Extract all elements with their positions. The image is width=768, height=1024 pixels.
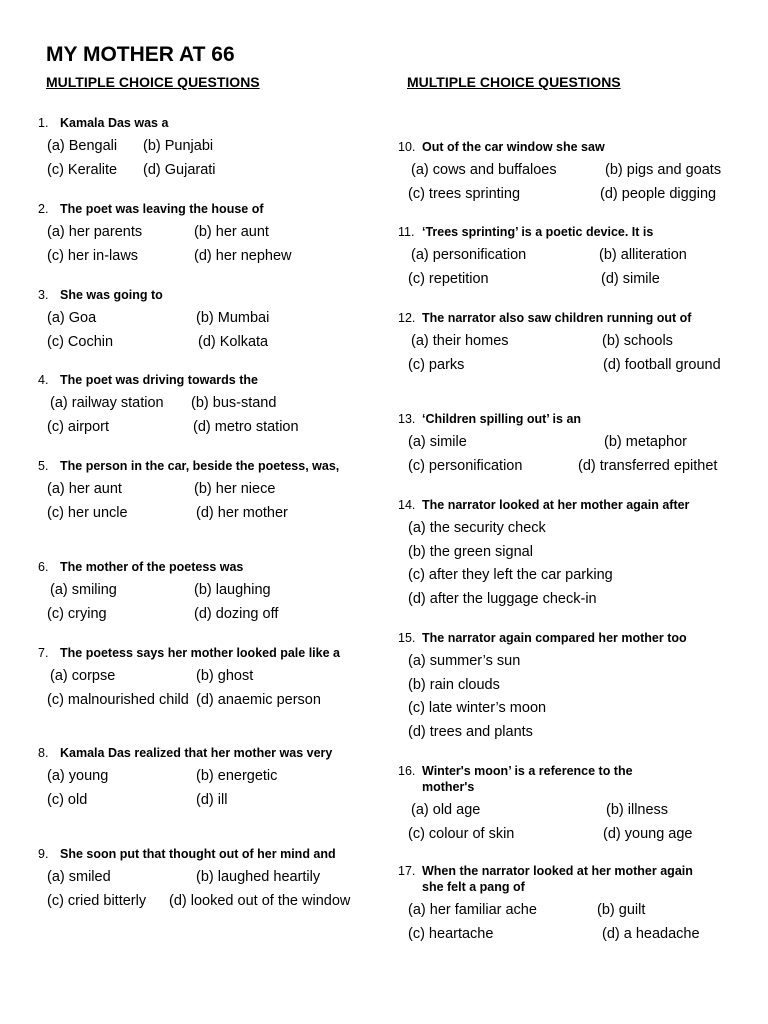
option-c: (c) trees sprinting [408, 185, 521, 202]
question-8 [38, 745, 347, 812]
option-d: (d) her nephew [194, 247, 292, 264]
question-text: Kamala Das realized that her mother was very [60, 746, 333, 760]
option-a: (a) Bengali [47, 138, 118, 154]
option-d: (d) transferred epithet [578, 457, 718, 474]
question-number: 14. [398, 498, 416, 512]
option-b: (b) her aunt [194, 224, 269, 240]
question-number: 9. [38, 847, 49, 861]
option-a: (a) old age [411, 802, 481, 818]
question-number: 3. [38, 288, 49, 302]
question-number: 4. [38, 373, 49, 387]
question-6 [38, 559, 348, 626]
question-number: 11. [398, 225, 415, 239]
option-d: (d) simile [601, 270, 660, 287]
option-a: (a) her parents [47, 224, 143, 240]
option-c: (c) Keralite [47, 161, 118, 178]
option-c: (c) crying [47, 605, 107, 622]
question-text: Winter's moon’ is a reference to the mother's [422, 764, 633, 794]
option-b: (b) energetic [196, 768, 278, 784]
question-number: 5. [38, 459, 49, 473]
option-a: (a) simile [408, 434, 467, 450]
question-number: 1. [38, 116, 49, 130]
question-number: 12. [398, 311, 416, 325]
question-text: ‘Trees sprinting’ is a poetic device. It is [422, 225, 654, 239]
question-number: 6. [38, 560, 49, 574]
question-text: When the narrator looked at her mother again she felt a pang of [422, 864, 693, 894]
option-d: (d) metro station [193, 418, 299, 435]
option-b: (b) schools [602, 333, 673, 349]
option-a: (a) Goa [47, 310, 97, 326]
question-text: The narrator again compared her mother too [422, 631, 687, 645]
option-d: (d) trees and plants [408, 723, 533, 740]
question-14 [398, 497, 728, 611]
option-c: (c) her in-laws [47, 247, 139, 264]
question-number: 7. [38, 646, 49, 660]
question-number: 13. [398, 412, 416, 426]
option-b: (b) ghost [196, 668, 254, 684]
option-b: (b) laughing [194, 582, 271, 598]
option-b: (b) her niece [194, 481, 276, 497]
option-c: (c) repetition [408, 270, 489, 287]
option-d: (d) a headache [602, 925, 700, 942]
option-a: (a) their homes [411, 333, 509, 349]
option-c: (c) personification [408, 457, 523, 474]
question-text: The person in the car, beside the poetess, was, [60, 459, 340, 473]
option-c: (c) colour of skin [408, 825, 515, 842]
question-text: The poet was leaving the house of [60, 202, 264, 216]
option-a: (a) smiled [47, 869, 111, 885]
left-column-header: MULTIPLE CHOICE QUESTIONS [46, 74, 260, 90]
question-text: Kamala Das was a [60, 116, 169, 130]
option-b: (b) bus-stand [191, 395, 277, 411]
option-d: (d) her mother [196, 504, 288, 521]
question-16 [398, 763, 693, 846]
option-b: (b) Mumbai [196, 310, 270, 326]
option-b: (b) rain clouds [408, 676, 500, 693]
option-a: (a) her aunt [47, 481, 122, 497]
question-15 [398, 630, 728, 744]
option-c: (c) after they left the car parking [408, 567, 613, 583]
option-a: (a) smiling [50, 582, 117, 598]
question-text: ‘Children spilling out’ is an [422, 412, 582, 426]
option-d: (d) people digging [600, 185, 717, 202]
right-column-header: MULTIPLE CHOICE QUESTIONS [407, 74, 621, 90]
option-d: (d) ill [196, 791, 228, 808]
option-b: (b) laughed heartily [196, 869, 321, 885]
option-c: (c) parks [408, 356, 465, 373]
option-b: (b) guilt [597, 902, 646, 918]
question-12 [398, 310, 721, 377]
question-text: The narrator looked at her mother again after [422, 498, 690, 512]
option-c: (c) malnourished child [47, 691, 189, 708]
option-a: (a) summer’s sun [408, 653, 521, 669]
page-title: MY MOTHER AT 66 [46, 43, 235, 66]
question-text: Out of the car window she saw [422, 140, 605, 154]
option-c: (c) late winter’s moon [408, 700, 547, 716]
option-a: (a) her familiar ache [408, 902, 537, 918]
question-9 [38, 846, 351, 913]
question-7 [38, 645, 347, 712]
question-13 [398, 411, 728, 478]
question-4 [38, 372, 348, 439]
option-c: (c) Cochin [47, 333, 114, 350]
question-number: 17. [398, 864, 416, 878]
option-d: (d) Gujarati [143, 161, 216, 178]
option-d: (d) anaemic person [196, 691, 321, 708]
question-number: 8. [38, 746, 49, 760]
option-b: (b) the green signal [408, 543, 533, 560]
question-text: The mother of the poetess was [60, 560, 244, 574]
option-b: (b) illness [606, 802, 669, 818]
question-number: 16. [398, 764, 416, 778]
option-c: (c) cried bitterly [47, 892, 147, 909]
option-a: (a) railway station [50, 395, 164, 411]
question-3 [38, 287, 348, 354]
option-d: (d) looked out of the window [169, 892, 351, 909]
option-a: (a) personification [411, 247, 527, 263]
option-a: (a) the security check [408, 520, 546, 536]
question-10 [398, 139, 728, 206]
option-a: (a) young [47, 768, 109, 784]
option-a: (a) corpse [50, 668, 116, 684]
question-number: 10. [398, 140, 416, 154]
question-text: The poet was driving towards the [60, 373, 258, 387]
option-d: (d) young age [603, 825, 693, 842]
option-b: (b) Punjabi [143, 138, 214, 154]
option-c: (c) her uncle [47, 504, 128, 521]
question-text: She soon put that thought out of her mind and [60, 847, 336, 861]
question-text: The narrator also saw children running out of [422, 311, 692, 325]
question-text: She was going to [60, 288, 163, 302]
question-11 [398, 224, 728, 291]
question-number: 2. [38, 202, 49, 216]
option-a: (a) cows and buffaloes [411, 162, 557, 178]
question-5 [38, 458, 347, 525]
option-d: (d) football ground [603, 356, 721, 373]
question-number: 15. [398, 631, 416, 645]
question-2 [38, 201, 348, 268]
question-1 [38, 115, 348, 182]
option-b: (b) pigs and goats [605, 162, 722, 178]
question-text: The poetess says her mother looked pale like a [60, 646, 340, 660]
option-d: (d) after the luggage check-in [408, 590, 597, 607]
option-c: (c) heartache [408, 925, 494, 942]
question-17 [398, 863, 698, 946]
option-b: (b) alliteration [599, 247, 687, 263]
option-c: (c) old [47, 791, 88, 808]
option-b: (b) metaphor [604, 434, 688, 450]
option-d: (d) dozing off [194, 605, 279, 622]
option-d: (d) Kolkata [198, 333, 269, 350]
option-c: (c) airport [47, 418, 110, 435]
